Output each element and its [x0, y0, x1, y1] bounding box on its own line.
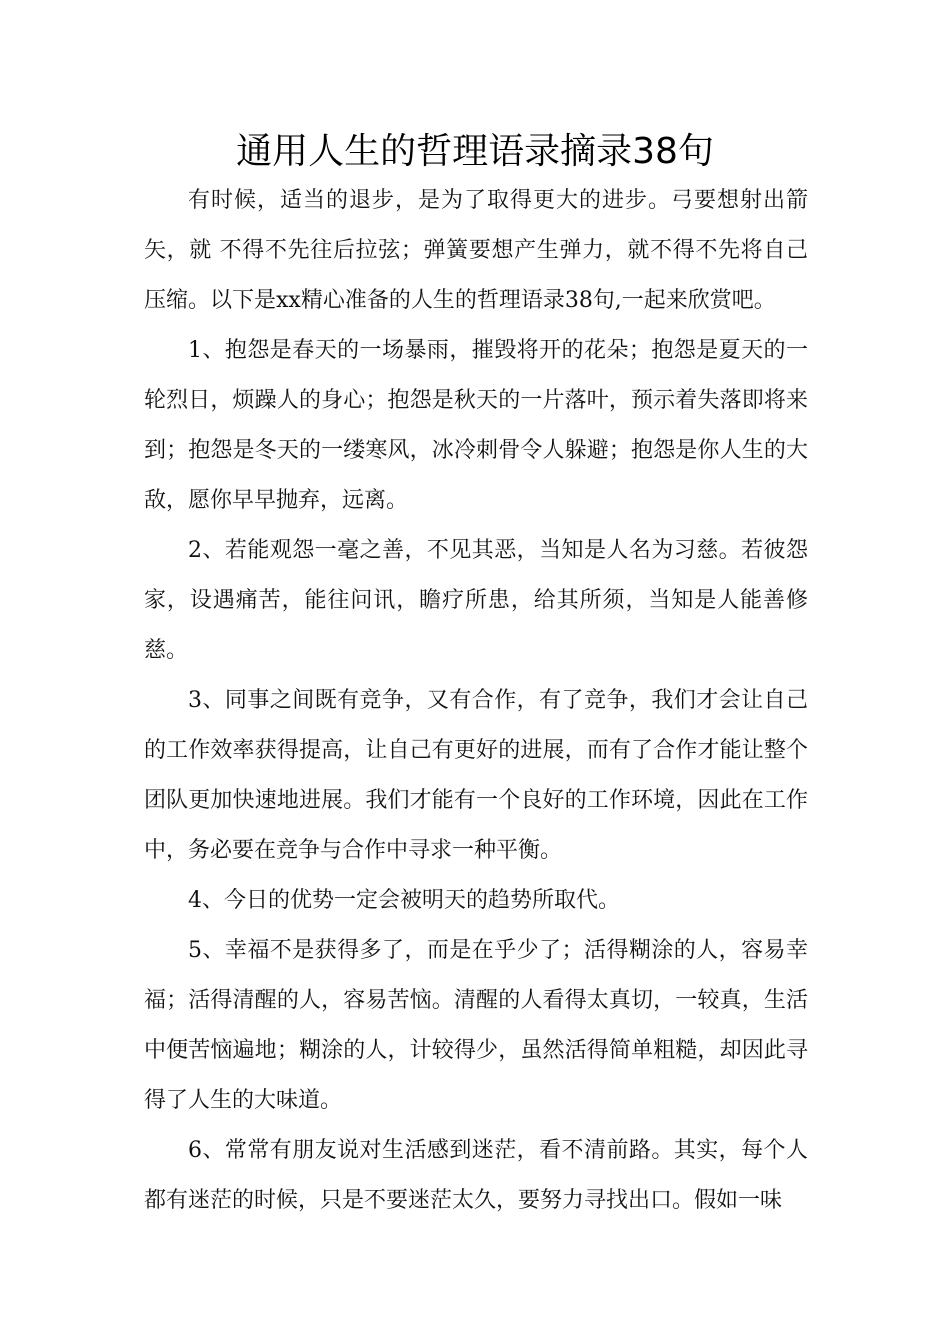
document-body	[144, 176, 808, 1226]
quote-paragraph-6: 6、常常有朋友说对生活感到迷茫，看不清前路。其实，每个人都有迷茫的时候，只是不要迷茫太久，要努力寻找出口。假如一味	[144, 1138, 808, 1213]
quote-paragraph-2: 2、若能观怨一毫之善，不见其恶，当知是人名为习慈。若彼怨家，设遇痛苦，能往问讯，瞻疗所患，给其所须，当知是人能善修慈。	[144, 538, 808, 663]
quote-paragraph-3: 3、同事之间既有竞争，又有合作，有了竞争，我们才会让自己的工作效率获得提高，让自己有更好的进展，而有了合作才能让整个团队更加快速地进展。我们才能有一个良好的工作环境，因此在工作中，务必要在竞争与合作中寻求一种平衡。	[144, 688, 808, 863]
quote-paragraph-5: 5、幸福不是获得多了，而是在乎少了；活得糊涂的人，容易幸福；活得清醒的人，容易苦恼。清醒的人看得太真切，一较真，生活中便苦恼遍地；糊涂的人，计较得少，虽然活得简单粗糙，却因此寻得了人生的大味道。	[144, 938, 808, 1113]
page-title: 通用人生的哲理语录摘录38句	[236, 131, 714, 172]
quote-paragraph-1: 1、抱怨是春天的一场暴雨，摧毁将开的花朵；抱怨是夏天的一轮烈日，烦躁人的身心；抱怨是秋天的一片落叶，预示着失落即将来到；抱怨是冬天的一缕寒风，冰冷刺骨令人躲避；抱怨是你人生的大敌，愿你早早抛弃，远离。	[144, 338, 808, 513]
quote-paragraph-4: 4、今日的优势一定会被明天的趋势所取代。	[188, 888, 620, 913]
intro-paragraph: 有时候，适当的退步，是为了取得更大的进步。弓要想射出箭矢，就 不得不先往后拉弦；弹簧要想产生弹力，就不得不先将自己压缩。以下是xx精心准备的人生的哲理语录38句,一起来欣赏吧。	[144, 188, 808, 313]
